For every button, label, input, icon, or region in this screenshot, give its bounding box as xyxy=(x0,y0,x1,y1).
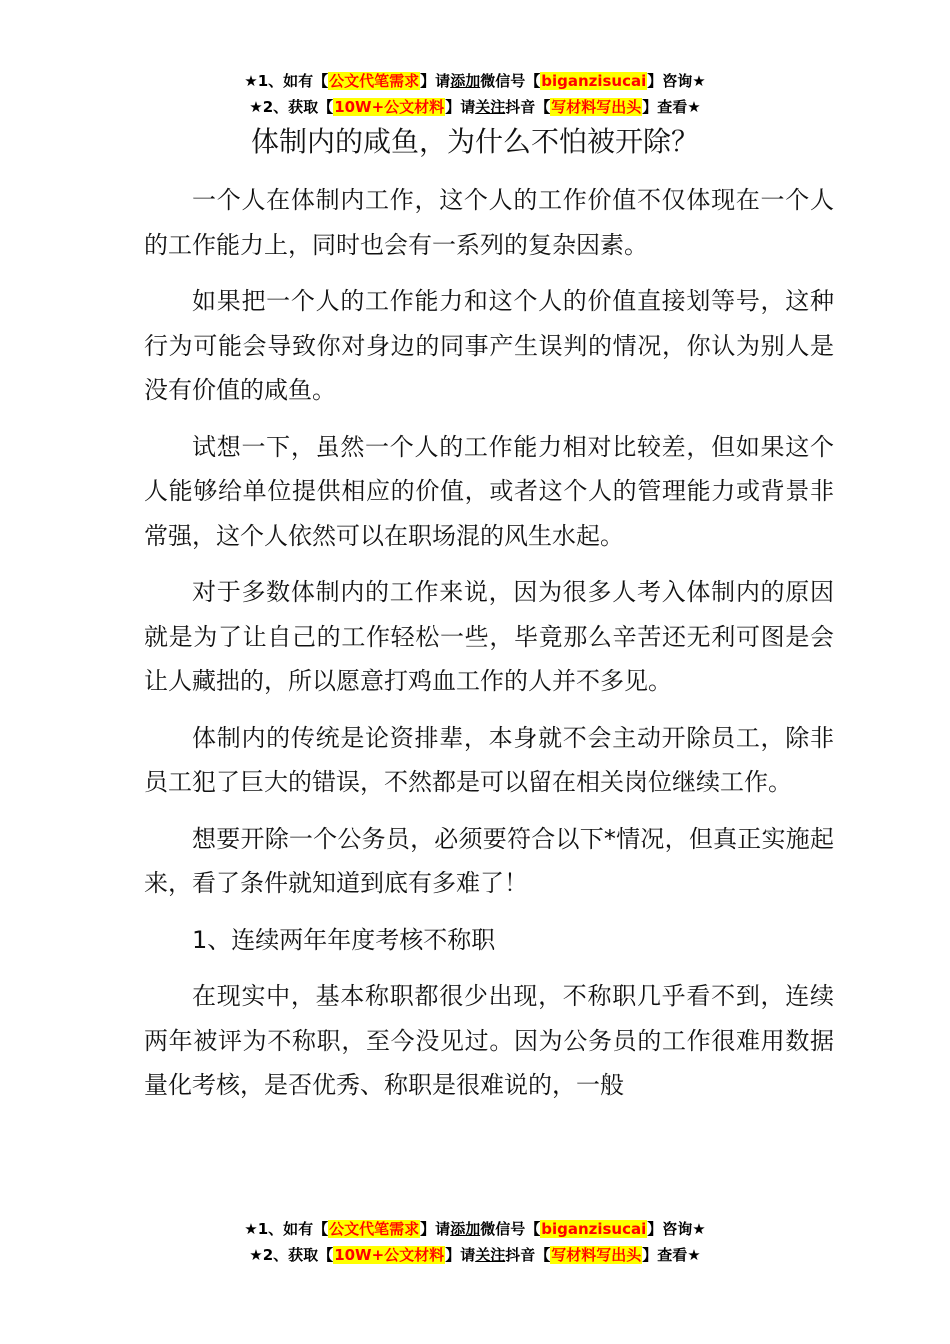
promo-text: 】查看★ xyxy=(642,98,701,116)
promo-highlight: 公文代笔需求 xyxy=(329,1220,420,1238)
article-paragraph: 试想一下，虽然一个人的工作能力相对比较差，但如果这个人能够给单位提供相应的价值，或者这个人的管理能力或背景非常强，这个人依然可以在职场混的风生水起。 xyxy=(144,432,834,550)
promo-highlight: 10W+公文材料 xyxy=(334,1246,445,1264)
article-subheading: 1、连续两年年度考核不称职 xyxy=(192,925,496,954)
promo-line-1 xyxy=(0,1216,950,1242)
promo-text: 】请 xyxy=(445,98,476,116)
article-paragraph: 体制内的传统是论资排辈，本身就不会主动开除员工，除非员工犯了巨大的错误，不然都是可以留在相关岗位继续工作。 xyxy=(144,723,834,796)
article-paragraph: 对于多数体制内的工作来说，因为很多人考入体制内的原因就是为了让自己的工作轻松一些，毕竟那么辛苦还无利可图是会让人藏拙的，所以愿意打鸡血工作的人并不多见。 xyxy=(144,578,834,695)
article-paragraph: 在现实中，基本称职都很少出现，不称职几乎看不到，连续两年被评为不称职，至今没见过。因为公务员的工作很难用数据量化考核，是否优秀、称职是很难说的，一般 xyxy=(144,982,834,1099)
promo-emphasis: 关注 xyxy=(475,1246,506,1264)
promo-text: 】咨询★ xyxy=(647,72,706,90)
promo-text: 】咨询★ xyxy=(647,1220,706,1238)
article-paragraph: 一个人在体制内工作，这个人的工作价值不仅体现在一个人的工作能力上，同时也会有一系列的复杂因素。 xyxy=(144,186,834,259)
promo-line-2 xyxy=(0,1242,950,1268)
promo-text: 】请 xyxy=(420,72,451,90)
article-paragraph: 想要开除一个公务员，必须要符合以下*情况，但真正实施起来，看了条件就知道到底有多难了！ xyxy=(144,824,834,897)
promo-highlight-wechat-id: biganzisucai xyxy=(541,1220,647,1238)
promo-banner-top xyxy=(0,68,950,120)
promo-text: 抖音【 xyxy=(505,98,551,116)
promo-highlight-douyin-account: 写材料写出头 xyxy=(551,1246,642,1264)
promo-text: ★2、获取【 xyxy=(249,98,334,116)
promo-text: ★2、获取【 xyxy=(249,1246,334,1264)
article-body xyxy=(144,178,834,1120)
promo-text: 微信号【 xyxy=(480,72,541,90)
promo-emphasis: 添加 xyxy=(450,72,481,90)
promo-text: 】请 xyxy=(420,1220,451,1238)
promo-line-2 xyxy=(0,94,950,120)
promo-text: ★1、如有【 xyxy=(244,1220,329,1238)
article-title: 体制内的咸鱼，为什么不怕被开除？ xyxy=(250,125,699,158)
promo-emphasis: 关注 xyxy=(475,98,506,116)
promo-line-1 xyxy=(0,68,950,94)
promo-banner-bottom xyxy=(0,1216,950,1268)
promo-highlight-douyin-account: 写材料写出头 xyxy=(551,98,642,116)
promo-text: ★1、如有【 xyxy=(244,72,329,90)
promo-highlight: 公文代笔需求 xyxy=(329,72,420,90)
promo-text: 】查看★ xyxy=(642,1246,701,1264)
article-paragraph: 如果把一个人的工作能力和这个人的价值直接划等号，这种行为可能会导致你对身边的同事产生误判的情况，你认为别人是没有价值的咸鱼。 xyxy=(144,287,834,404)
promo-text: 】请 xyxy=(445,1246,476,1264)
promo-highlight: 10W+公文材料 xyxy=(334,98,445,116)
promo-text: 抖音【 xyxy=(505,1246,551,1264)
promo-text: 微信号【 xyxy=(480,1220,541,1238)
promo-emphasis: 添加 xyxy=(450,1220,481,1238)
promo-highlight-wechat-id: biganzisucai xyxy=(541,72,647,90)
